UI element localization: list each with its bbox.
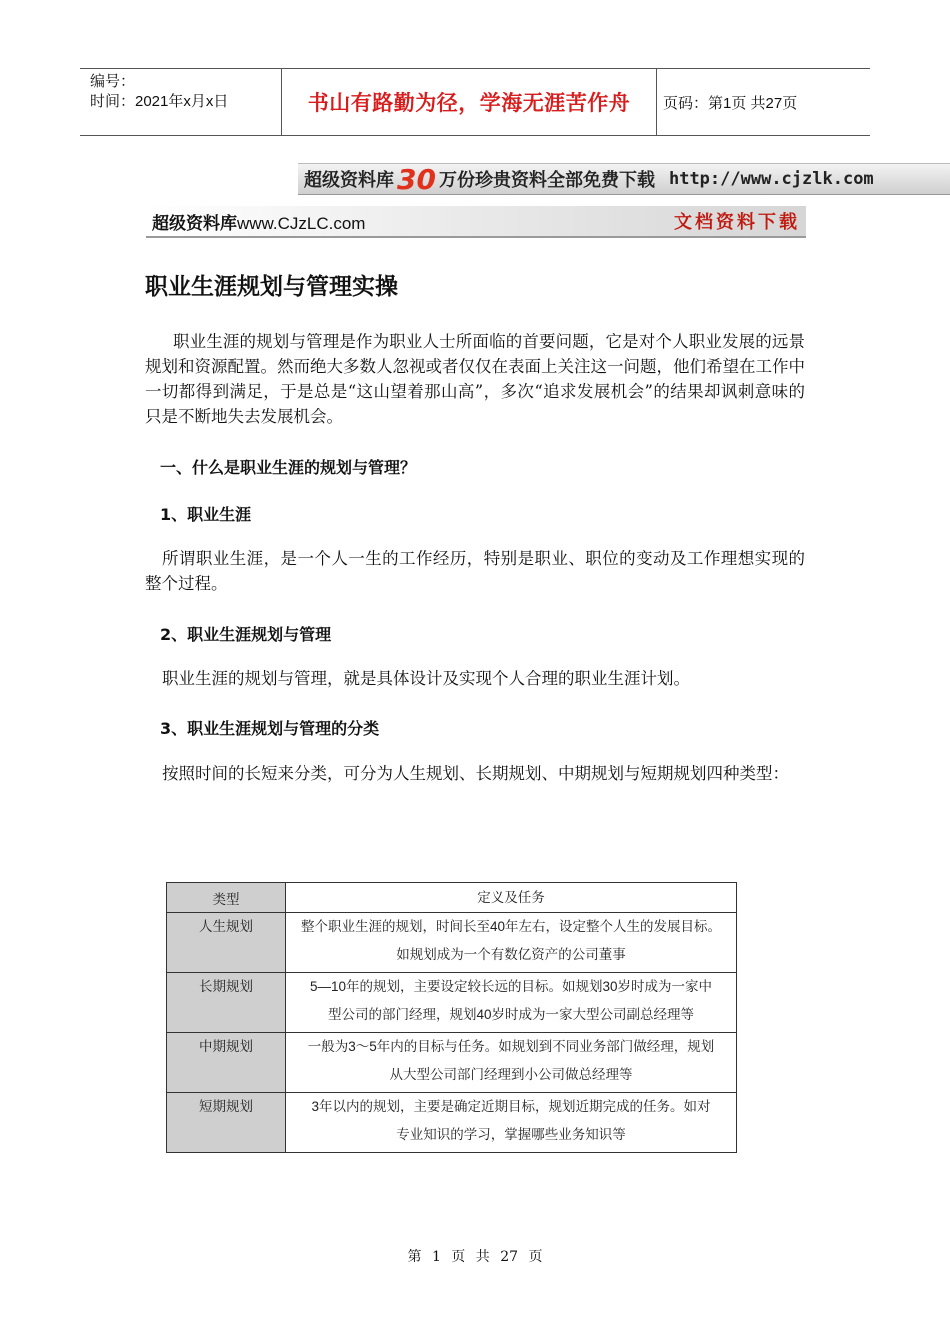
banner-text-after: 万份珍贵资料全部免费下载 bbox=[438, 170, 655, 191]
definition-line: 3年以内的规划，主要是确定近期目标，规划近期完成的任务。如对 bbox=[311, 1099, 711, 1114]
definition-line: 如规划成为一个有数亿资产的公司董事 bbox=[396, 947, 626, 962]
number-label: 编号： bbox=[90, 73, 136, 90]
definition-line: 型公司的部门经理，规划40岁时成为一家大型公司副总经理等 bbox=[327, 1007, 694, 1022]
definition-line: 整个职业生涯的规划，时间长至40年左右，设定整个人生的发展目标。 bbox=[300, 919, 721, 934]
definition-line: 专业知识的学习，掌握哪些业务知识等 bbox=[396, 1127, 626, 1142]
ad-banner-top[interactable] bbox=[298, 163, 950, 195]
subsection1-text: 所谓职业生涯，是一个人一生的工作经历，特别是职业、职位的变动及工作理想实现的整个过程。 bbox=[145, 549, 805, 593]
table-cell-type: 中期规划 bbox=[167, 1033, 286, 1093]
table-header-definition: 定义及任务 bbox=[286, 883, 737, 913]
table-cell-definition bbox=[286, 1033, 737, 1093]
table-cell-definition bbox=[286, 913, 737, 973]
page-title: 职业生涯规划与管理实操 bbox=[145, 274, 398, 300]
table-cell-type: 长期规划 bbox=[167, 973, 286, 1033]
definition-line: 5—10年的规划，主要设定较长远的目标。如规划30岁时成为一家中 bbox=[309, 979, 713, 994]
table-header-type: 类型 bbox=[167, 883, 286, 913]
subsection2-heading: 2、职业生涯规划与管理 bbox=[160, 625, 332, 644]
table-cell-definition bbox=[286, 1093, 737, 1153]
intro-paragraph: 职业生涯的规划与管理是作为职业人士所面临的首要问题，它是对个人职业发展的远景规划和资源配置。然而绝大多数人忽视或者仅仅在表面上关注这一问题，他们希望在工作中一切都得到满足，于是总是“这山望着那山高”，多次“追求发展机会”的结果却讽刺意味的只是不断地失去发展机会。 bbox=[145, 332, 805, 426]
banner-site-url[interactable]: www.CJzLC.com bbox=[237, 213, 366, 233]
table-cell-type: 短期规划 bbox=[167, 1093, 286, 1153]
table-cell-definition bbox=[286, 973, 737, 1033]
table-row bbox=[167, 913, 737, 973]
table-cell-type: 人生规划 bbox=[167, 913, 286, 973]
banner-number: 30 bbox=[397, 163, 436, 195]
definition-line: 一般为3～5年内的目标与任务。如规划到不同业务部门做经理，规划 bbox=[307, 1039, 715, 1054]
section1-heading: 一、什么是职业生涯的规划与管理？ bbox=[160, 458, 417, 477]
document-header bbox=[80, 68, 870, 136]
header-meta bbox=[80, 69, 282, 135]
banner-site-name: 超级资料库 bbox=[152, 213, 237, 234]
banner-text-before: 超级资料库 bbox=[304, 170, 394, 191]
subsection1-heading: 1、职业生涯 bbox=[160, 505, 252, 524]
subsection2-text: 职业生涯的规划与管理，就是具体设计及实现个人合理的职业生涯计划。 bbox=[162, 669, 690, 688]
ad-banner-site[interactable] bbox=[146, 206, 806, 238]
header-motto: 书山有路勤为径，学海无涯苦作舟 bbox=[282, 69, 657, 135]
banner-url-link[interactable]: http://www.cjzlk.com bbox=[668, 169, 874, 189]
page-footer: 第 1 页 共 27 页 bbox=[407, 1249, 543, 1265]
header-page-info: 页码：第1页 共27页 bbox=[663, 94, 798, 112]
table-row bbox=[167, 1033, 737, 1093]
table-header-row bbox=[167, 883, 737, 913]
time-label: 时间：2021年x月x日 bbox=[90, 93, 229, 110]
banner-download-label[interactable]: 文档资料下载 bbox=[674, 212, 800, 233]
subsection3-text: 按照时间的长短来分类，可分为人生规划、长期规划、中期规划与短期规划四种类型： bbox=[162, 764, 789, 783]
banner-site-label bbox=[152, 209, 365, 234]
planning-types-table bbox=[166, 882, 737, 1153]
definition-line: 从大型公司部门经理到小公司做总经理等 bbox=[389, 1067, 633, 1082]
table-row bbox=[167, 973, 737, 1033]
table-row bbox=[167, 1093, 737, 1153]
subsection3-heading: 3、职业生涯规划与管理的分类 bbox=[160, 719, 380, 738]
